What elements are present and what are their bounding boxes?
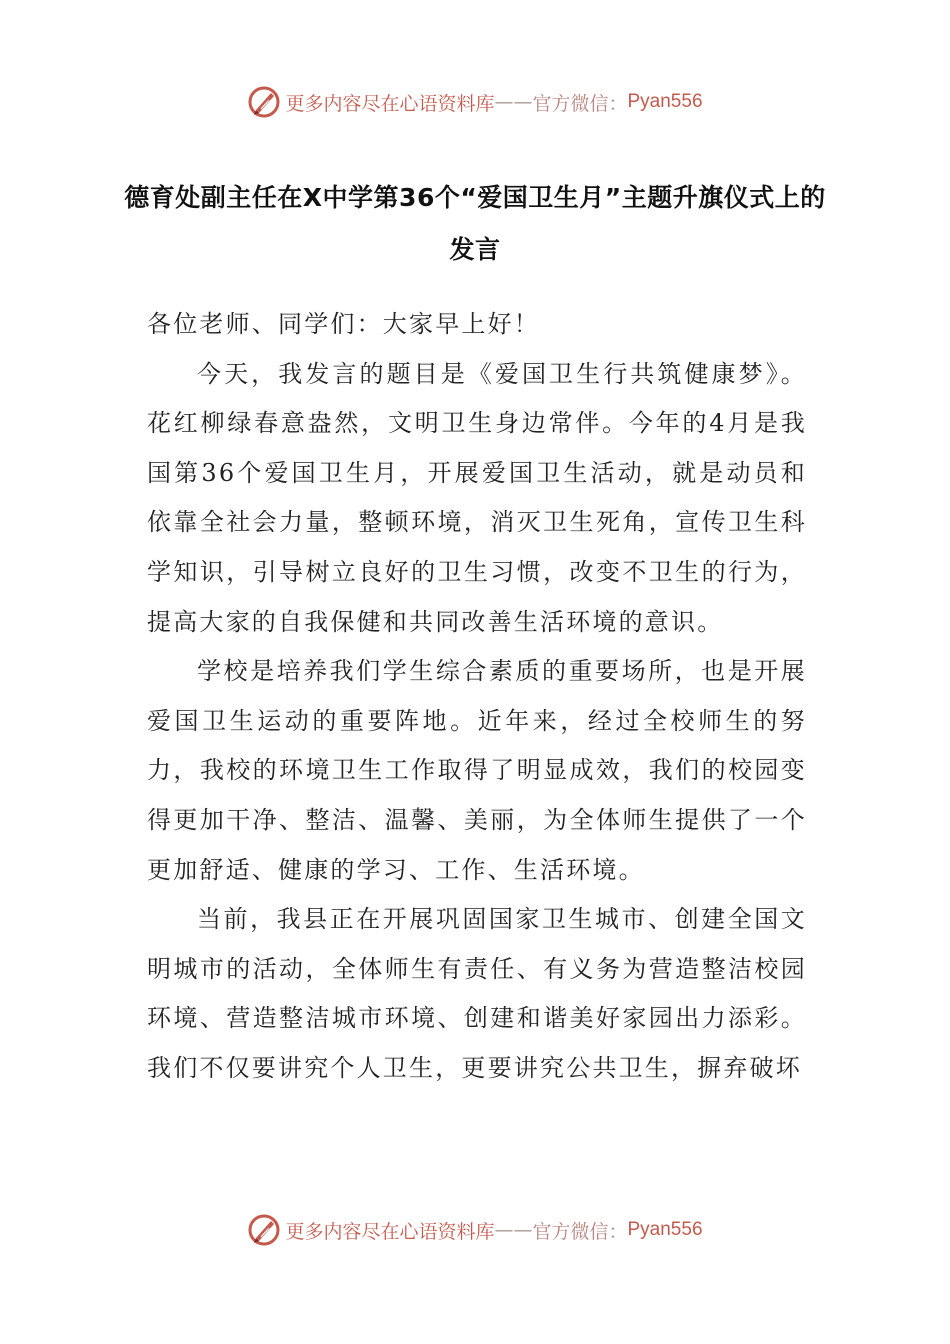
greeting: 各位老师、同学们：大家早上好！	[147, 310, 540, 338]
pen-logo-icon	[247, 1213, 281, 1247]
banner-separator: ——	[494, 1219, 533, 1241]
paragraph-2: 学校是培养我们学生综合素质的重要场所，也是开展爱国卫生运动的重要阵地。近年来，经过全校师生的努力，我校的环境卫生工作取得了明显成效，我们的校园变得更加干净、整洁、温馨、美丽，为全体师生提供了一个更加舒适、健康的学习、工作、生活环境。	[147, 657, 807, 884]
header-banner	[0, 82, 950, 122]
banner-separator: ——	[494, 91, 533, 113]
pen-logo-icon	[247, 85, 281, 119]
footer-banner	[0, 1210, 950, 1250]
banner-wechat-label: 官方微信：	[532, 1220, 628, 1243]
document-title: 德育处副主任在X中学第36个“爱国卫生月”主题升旗仪式上的发言	[124, 183, 826, 264]
paragraph-1: 今天，我发言的题目是《爱国卫生行共筑健康梦》。花红柳绿春意盎然，文明卫生身边常伴。今年的4月是我国第36个爱国卫生月，开展爱国卫生活动，就是动员和依靠全社会力量，整顿环境，消灭卫生死角，宣传卫生科学知识，引导树立良好的卫生习惯，改变不卫生的行为，提高大家的自我保健和共同改善生活环境的意识。	[147, 359, 807, 636]
banner-text: 更多内容尽在心语资料库	[285, 92, 495, 115]
banner-wechat-label: 官方微信：	[532, 92, 628, 115]
banner-wechat-id: Pyan556	[627, 1219, 703, 1240]
banner-wechat-id: Pyan556	[627, 91, 703, 112]
document-body	[147, 300, 807, 1094]
paragraph-3: 当前，我县正在开展巩固国家卫生城市、创建全国文明城市的活动，全体师生有责任、有义务为营造整洁校园环境、营造整洁城市环境、创建和谐美好家园出力添彩。我们不仅要讲究个人卫生，更要讲究公共卫生，摒弃破坏	[147, 905, 807, 1082]
banner-text: 更多内容尽在心语资料库	[285, 1220, 495, 1243]
